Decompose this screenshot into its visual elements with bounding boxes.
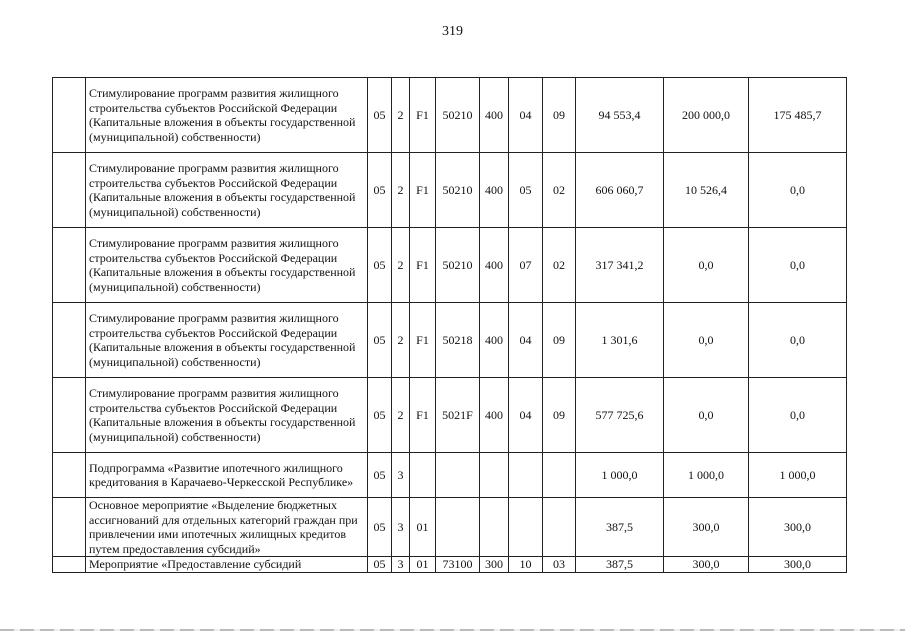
value-cell: 387,5	[576, 498, 664, 557]
code-cell: 3	[392, 498, 410, 557]
code-cell: 10	[509, 557, 543, 573]
row-name: Стимулирование программ развития жилищного строительства субъектов Российской Федерации (Капитальные вложения в объекты государственной (муниципальной) собственности)	[86, 303, 368, 378]
code-cell: 50210	[436, 78, 480, 153]
code-cell: 09	[543, 378, 576, 453]
code-cell: 400	[480, 228, 509, 303]
value-cell: 606 060,7	[576, 153, 664, 228]
code-cell: 50218	[436, 303, 480, 378]
blank-cell	[53, 498, 86, 557]
table-row	[53, 153, 847, 228]
code-cell: 05	[368, 498, 392, 557]
code-cell: 03	[543, 557, 576, 573]
code-cell	[509, 498, 543, 557]
code-cell: 5021F	[436, 378, 480, 453]
row-name: Основное мероприятие «Выделение бюджетных ассигнований для отдельных категорий граждан при привлечении ими ипотечных жилищных кредитов путем предоставления субсидий»	[86, 498, 368, 557]
code-cell	[436, 453, 480, 498]
code-cell: 05	[368, 303, 392, 378]
code-cell: 400	[480, 153, 509, 228]
value-cell: 577 725,6	[576, 378, 664, 453]
code-cell	[543, 498, 576, 557]
code-cell: F1	[410, 153, 436, 228]
code-cell	[480, 453, 509, 498]
code-cell: 04	[509, 378, 543, 453]
code-cell: 04	[509, 78, 543, 153]
code-cell	[509, 453, 543, 498]
code-cell: F1	[410, 303, 436, 378]
code-cell: 300	[480, 557, 509, 573]
value-cell: 10 526,4	[664, 153, 749, 228]
value-cell: 0,0	[749, 228, 847, 303]
code-cell: 05	[368, 378, 392, 453]
code-cell: 05	[368, 557, 392, 573]
table-row	[53, 78, 847, 153]
table-row	[53, 453, 847, 498]
code-cell: F1	[410, 78, 436, 153]
value-cell: 1 000,0	[749, 453, 847, 498]
code-cell	[480, 498, 509, 557]
code-cell	[543, 453, 576, 498]
value-cell: 0,0	[664, 228, 749, 303]
page-number: 319	[442, 24, 463, 39]
blank-cell	[53, 378, 86, 453]
value-cell: 200 000,0	[664, 78, 749, 153]
value-cell: 0,0	[664, 303, 749, 378]
value-cell: 0,0	[664, 378, 749, 453]
value-cell: 1 301,6	[576, 303, 664, 378]
code-cell: 400	[480, 378, 509, 453]
row-name: Стимулирование программ развития жилищного строительства субъектов Российской Федерации (Капитальные вложения в объекты государственной (муниципальной) собственности)	[86, 153, 368, 228]
value-cell: 1 000,0	[664, 453, 749, 498]
table-row	[53, 498, 847, 557]
code-cell: 02	[543, 153, 576, 228]
code-cell: 05	[368, 78, 392, 153]
code-cell: F1	[410, 228, 436, 303]
code-cell: 05	[368, 153, 392, 228]
code-cell: 2	[392, 228, 410, 303]
blank-cell	[53, 153, 86, 228]
code-cell: 07	[509, 228, 543, 303]
row-name: Стимулирование программ развития жилищного строительства субъектов Российской Федерации (Капитальные вложения в объекты государственной (муниципальной) собственности)	[86, 378, 368, 453]
code-cell: 73100	[436, 557, 480, 573]
blank-cell	[53, 303, 86, 378]
scan-edge	[0, 629, 905, 631]
table-row	[53, 557, 847, 573]
value-cell: 387,5	[576, 557, 664, 573]
budget-table	[52, 77, 847, 573]
blank-cell	[53, 453, 86, 498]
value-cell: 94 553,4	[576, 78, 664, 153]
code-cell: 05	[509, 153, 543, 228]
value-cell: 1 000,0	[576, 453, 664, 498]
row-name: Стимулирование программ развития жилищного строительства субъектов Российской Федерации (Капитальные вложения в объекты государственной (муниципальной) собственности)	[86, 228, 368, 303]
table-row	[53, 228, 847, 303]
blank-cell	[53, 557, 86, 573]
value-cell: 0,0	[749, 153, 847, 228]
code-cell: 50210	[436, 153, 480, 228]
code-cell: 3	[392, 557, 410, 573]
code-cell	[410, 453, 436, 498]
table-row	[53, 378, 847, 453]
code-cell: 2	[392, 303, 410, 378]
code-cell: 01	[410, 557, 436, 573]
value-cell: 300,0	[664, 557, 749, 573]
value-cell: 300,0	[749, 498, 847, 557]
code-cell: 2	[392, 378, 410, 453]
code-cell: 400	[480, 303, 509, 378]
value-cell: 300,0	[664, 498, 749, 557]
value-cell: 317 341,2	[576, 228, 664, 303]
code-cell: 05	[368, 228, 392, 303]
code-cell: 2	[392, 153, 410, 228]
blank-cell	[53, 228, 86, 303]
row-name: Подпрограмма «Развитие ипотечного жилищного кредитования в Карачаево-Черкесской Республике»	[86, 453, 368, 498]
code-cell: 09	[543, 303, 576, 378]
code-cell: 02	[543, 228, 576, 303]
code-cell: 2	[392, 78, 410, 153]
value-cell: 0,0	[749, 378, 847, 453]
code-cell: 01	[410, 498, 436, 557]
value-cell: 300,0	[749, 557, 847, 573]
row-name: Стимулирование программ развития жилищного строительства субъектов Российской Федерации (Капитальные вложения в объекты государственной (муниципальной) собственности)	[86, 78, 368, 153]
blank-cell	[53, 78, 86, 153]
row-name: Мероприятие «Предоставление субсидий	[86, 557, 368, 573]
value-cell: 0,0	[749, 303, 847, 378]
code-cell: 05	[368, 453, 392, 498]
code-cell: 04	[509, 303, 543, 378]
value-cell: 175 485,7	[749, 78, 847, 153]
code-cell: 09	[543, 78, 576, 153]
code-cell: 50210	[436, 228, 480, 303]
code-cell: 3	[392, 453, 410, 498]
code-cell	[436, 498, 480, 557]
code-cell: F1	[410, 378, 436, 453]
code-cell: 400	[480, 78, 509, 153]
table-row	[53, 303, 847, 378]
